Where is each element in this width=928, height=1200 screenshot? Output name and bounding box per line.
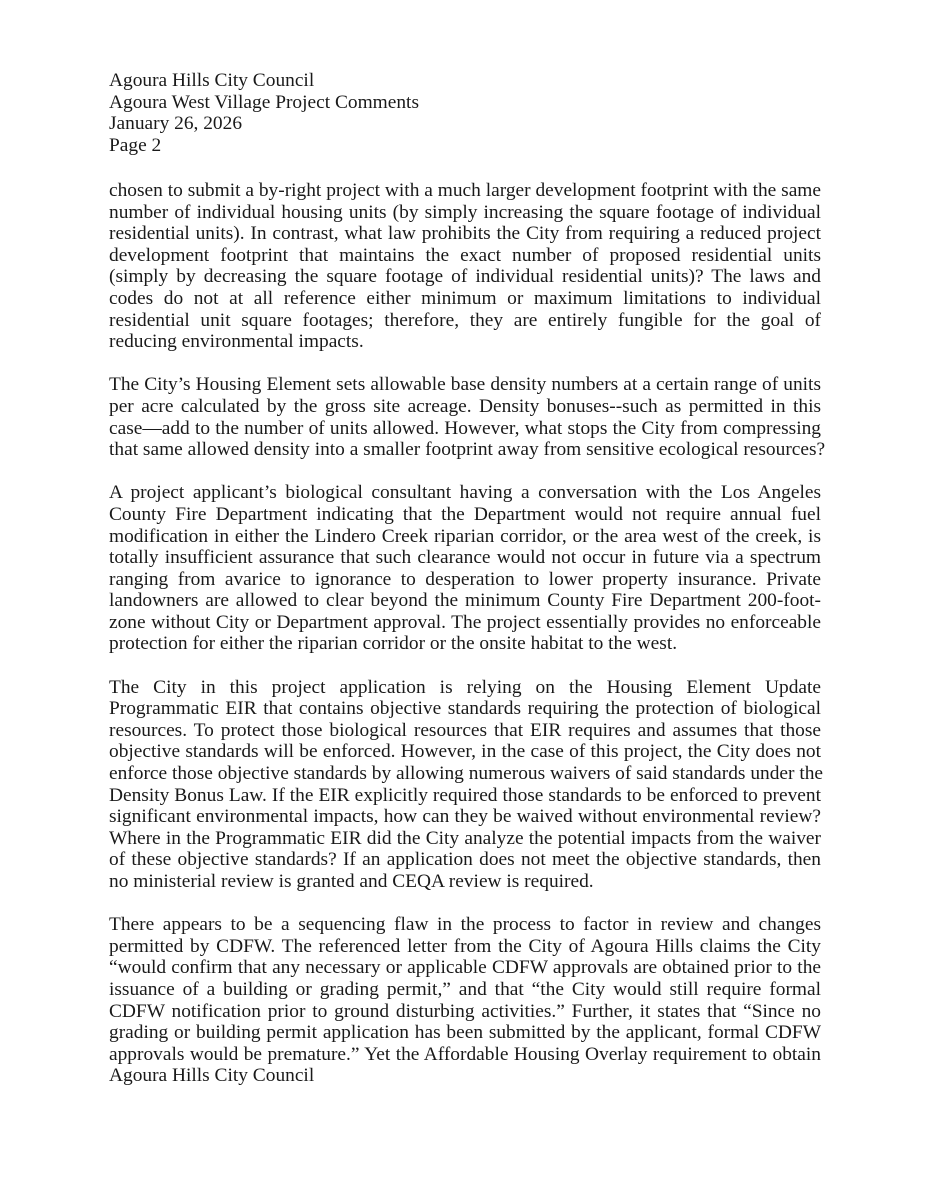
text-line: enforce those objective standards by allowing numerous waivers of said standards under the [109, 763, 824, 785]
text-line: no ministerial review is granted and CEQA review is required. [109, 871, 594, 892]
header-page-number: Page 2 [109, 134, 162, 156]
text-line: The City in this project application is relying on the Housing Element Update [109, 676, 821, 698]
text-line: Agoura Hills City Council [109, 1065, 315, 1087]
text-line: per acre calculated by the gross site acreage. Density bonuses--such as permitted in this [109, 395, 821, 417]
text-line: that same allowed density into a smaller footprint away from sensitive ecological resources? [109, 439, 826, 461]
text-line: “would confirm that any necessary or applicable CDFW approvals are obtained prior to the [109, 957, 821, 979]
text-line: reducing environmental impacts. [109, 331, 364, 353]
text-line: CDFW notification prior to ground disturbing activities.” Further, it states that “Since no [109, 1000, 821, 1022]
text-line: permitted by CDFW. The referenced letter from the City of Agoura Hills claims the City [109, 935, 821, 957]
text-line: approvals would be premature.” Yet the Affordable Housing Overlay requirement to obtain [109, 1043, 821, 1065]
text-line: case—add to the number of units allowed. However, what stops the City from compressing [109, 417, 821, 439]
letter-body [109, 180, 826, 1087]
text-line: development footprint that maintains the exact number of proposed residential units [109, 244, 821, 266]
paragraph-footprint [109, 180, 821, 353]
text-line: (simply by decreasing the square footage of individual residential units)? The laws and [109, 266, 821, 288]
text-line: chosen to submit a by-right project with a much larger development footprint with the same [109, 180, 821, 201]
text-line: totally insufficient assurance that such clearance would not occur in future via a spectrum [109, 547, 821, 569]
text-line: protection for either the riparian corridor or the onsite habitat to the west. [109, 633, 678, 655]
header-date: January 26, 2026 [109, 113, 243, 135]
text-line: significant environmental impacts, how can they be waived without environmental review? [109, 806, 821, 828]
text-line: zone without City or Department approval. The project essentially provides no enforceable [109, 611, 821, 633]
text-line: of these objective standards? If an application does not meet the objective standards, then [109, 849, 821, 871]
text-line: objective standards will be enforced. However, in the case of this project, the City does not [109, 741, 821, 763]
paragraph-density [109, 374, 826, 461]
text-line: A project applicant’s biological consultant having a conversation with the Los Angeles [109, 482, 821, 504]
letter-header [109, 70, 821, 156]
text-line: modification in either the Lindero Creek riparian corridor, or the area west of the creek, is [109, 525, 821, 547]
text-line: grading or building permit application has been submitted by the applicant, formal CDFW [109, 1022, 821, 1044]
text-line: residential units). In contrast, what law prohibits the City from requiring a reduced project [109, 223, 821, 245]
paragraph-fuel-modification [109, 482, 821, 655]
paragraph-cdfw-sequencing [109, 914, 821, 1087]
text-line: Where in the Programmatic EIR did the City analyze the potential impacts from the waiver [109, 827, 821, 849]
text-line: The City’s Housing Element sets allowable base density numbers at a certain range of units [109, 374, 821, 396]
text-line: issuance of a building or grading permit,” and that “the City would still require formal [109, 978, 821, 1000]
text-line: resources. To protect those biological resources that EIR requires and assumes that those [109, 719, 821, 741]
header-recipient: Agoura Hills City Council [109, 70, 315, 91]
paragraph-eir-standards [109, 676, 824, 893]
text-line: There appears to be a sequencing flaw in the process to factor in review and changes [109, 914, 821, 936]
text-line: landowners are allowed to clear beyond the minimum County Fire Department 200-foot- [109, 590, 821, 612]
text-line: residential unit square footages; therefore, they are entirely fungible for the goal of [109, 309, 821, 331]
text-line: County Fire Department indicating that the Department would not require annual fuel [109, 503, 821, 525]
text-line: number of individual housing units (by simply increasing the square footage of individual [109, 201, 821, 223]
text-line: Programmatic EIR that contains objective standards requiring the protection of biological [109, 698, 821, 720]
header-subject: Agoura West Village Project Comments [109, 91, 419, 113]
text-line: Density Bonus Law. If the EIR explicitly required those standards to be enforced to prevent [109, 784, 821, 806]
text-line: codes do not at all reference either minimum or maximum limitations to individual [109, 287, 821, 309]
text-line: ranging from avarice to ignorance to desperation to lower property insurance. Private [109, 568, 821, 590]
